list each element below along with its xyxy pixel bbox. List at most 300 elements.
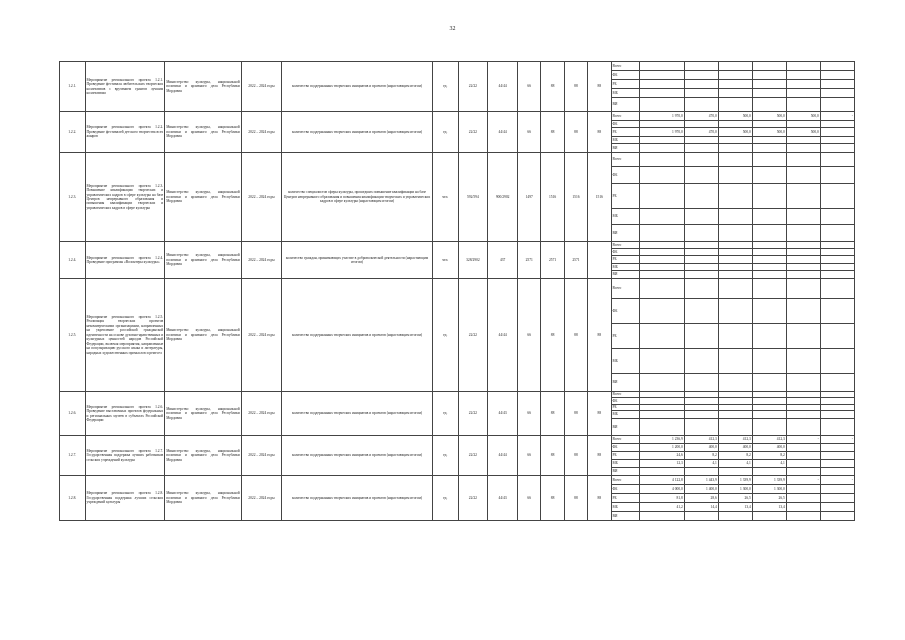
funding-source: ВИ — [611, 144, 640, 153]
indicator-value: 88 — [564, 436, 587, 476]
funding-amount — [786, 184, 820, 209]
item-number: 1.2.2. — [60, 112, 86, 153]
funding-amount — [820, 144, 854, 153]
funding-amount — [786, 419, 820, 436]
funding-amount — [786, 374, 820, 392]
indicator-value: 66 — [518, 436, 541, 476]
period: 2022 – 2024 годы — [241, 242, 281, 279]
funding-source: ФБ — [611, 299, 640, 324]
funding-source: ВИ — [611, 271, 640, 279]
funding-amount — [786, 225, 820, 242]
funding-amount — [640, 121, 685, 128]
funding-source: МБ — [611, 460, 640, 468]
funding-amount — [752, 324, 786, 349]
funding-amount: 412,3 — [718, 436, 752, 444]
funding-amount — [786, 256, 820, 264]
funding-amount: 1 300,0 — [718, 485, 752, 494]
funding-source: МБ — [611, 209, 640, 225]
funding-amount: 1 236,9 — [640, 436, 685, 444]
funding-amount — [820, 411, 854, 419]
table-row — [60, 153, 855, 167]
funding-amount — [752, 299, 786, 324]
funding-amount — [820, 444, 854, 452]
indicator-value: 328/2902 — [458, 242, 488, 279]
funding-amount — [640, 71, 685, 80]
funding-amount — [820, 452, 854, 460]
funding-source: РБ — [611, 494, 640, 503]
funding-amount — [820, 279, 854, 299]
funding-source: ФБ — [611, 121, 640, 128]
funding-amount — [684, 167, 718, 184]
funding-amount — [684, 153, 718, 167]
indicator-value: 437 — [488, 242, 518, 279]
unit: ед. — [433, 436, 459, 476]
period: 2022 – 2024 годы — [241, 392, 281, 436]
funding-amount: 500,0 — [786, 128, 820, 137]
period: 2022 – 2024 годы — [241, 153, 281, 242]
funding-source: ВИ — [611, 225, 640, 242]
funding-amount — [684, 184, 718, 209]
funding-amount — [718, 419, 752, 436]
period: 2022 – 2024 годы — [241, 112, 281, 153]
activity-name: Мероприятие регионального проекта 1.2.1. Проведение фестиваля любительских творческих коллективов с вручением грантов лучшим коллективам — [85, 62, 165, 112]
unit: ед. — [433, 392, 459, 436]
unit: ед. — [433, 476, 459, 521]
funding-source: ФБ — [611, 444, 640, 452]
period: 2022 – 2024 годы — [241, 62, 281, 112]
indicator-value: 88 — [588, 392, 611, 436]
table-row — [60, 436, 855, 444]
unit: чел. — [433, 153, 459, 242]
funding-amount — [786, 153, 820, 167]
funding-amount — [684, 71, 718, 80]
funding-amount — [684, 121, 718, 128]
funding-amount — [640, 89, 685, 98]
indicator-value: 66 — [518, 476, 541, 521]
activity-name: Мероприятие регионального проекта 1.2.5. Реализация творческих проектов некоммерческими организациями, направленных на укрепление российской гражданской идентичности на основе духовно-нравственных и культурных ценностей народов Российской Федерации, включая мероприятия, направленные на популяризацию русского языка и литературы, народных художественных промыслов и ремесел — [85, 279, 165, 392]
funding-source: РБ — [611, 80, 640, 89]
funding-amount — [786, 242, 820, 249]
funding-source: Всего — [611, 476, 640, 485]
funding-amount — [786, 452, 820, 460]
page-number: 32 — [449, 26, 456, 32]
funding-amount — [752, 167, 786, 184]
activity-name: Мероприятие регионального проекта 1.2.2. Проведение фестивалей детского творчества всех жанров — [85, 112, 165, 153]
funding-amount: 13,4 — [752, 503, 786, 512]
indicator-value: 44/44 — [488, 279, 518, 392]
funding-amount — [752, 512, 786, 521]
funding-amount — [718, 184, 752, 209]
funding-amount — [752, 279, 786, 299]
period: 2022 – 2024 годы — [241, 476, 281, 521]
funding-source: ВИ — [611, 419, 640, 436]
indicator-value: 44/44 — [488, 436, 518, 476]
indicator-value: 66 — [518, 112, 541, 153]
funding-source: Всего — [611, 436, 640, 444]
funding-amount — [684, 137, 718, 144]
executor: Министерство культуры, национальной политики и архивного дела Республики Мордовия — [165, 279, 242, 392]
executor: Министерство культуры, национальной политики и архивного дела Республики Мордовия — [165, 153, 242, 242]
funding-amount — [820, 225, 854, 242]
funding-amount — [640, 137, 685, 144]
funding-amount — [786, 503, 820, 512]
indicator-value: 66 — [518, 392, 541, 436]
funding-source: РБ — [611, 184, 640, 209]
indicator: количество поддержанных творческих инициатив и проектов (нарастающим итогом) — [282, 112, 433, 153]
funding-amount — [640, 411, 685, 419]
funding-amount — [786, 71, 820, 80]
funding-source: РБ — [611, 405, 640, 411]
funding-amount — [786, 460, 820, 468]
funding-amount — [640, 279, 685, 299]
funding-amount — [786, 249, 820, 256]
funding-amount — [786, 271, 820, 279]
indicator-value: 88 — [588, 62, 611, 112]
funding-amount — [718, 398, 752, 405]
indicator-value — [588, 242, 611, 279]
funding-amount — [786, 324, 820, 349]
indicator-value: 88 — [541, 476, 564, 521]
funding-amount: 24,6 — [640, 452, 685, 460]
item-number: 1.2.3. — [60, 153, 86, 242]
funding-source: ВИ — [611, 468, 640, 476]
funding-source: МБ — [611, 89, 640, 98]
indicator-value: 88 — [541, 62, 564, 112]
indicator-value: 22/22 — [458, 112, 488, 153]
table-row — [60, 62, 855, 71]
indicator-value: 1516 — [588, 153, 611, 242]
indicator-value: 1497 — [518, 153, 541, 242]
funding-source: Всего — [611, 112, 640, 121]
funding-amount — [640, 225, 685, 242]
funding-amount — [820, 128, 854, 137]
funding-amount: 4,1 — [718, 460, 752, 468]
funding-amount — [820, 209, 854, 225]
funding-amount: 1 200,0 — [640, 444, 685, 452]
activity-name: Мероприятие регионального проекта 1.2.3. Повышение квалификации творческих и управленческих кадров в сфере культуры на базе Центров непрерывного образования и повышения квалификации творческих и управленческих кадров в сфере культуры — [85, 153, 165, 242]
indicator-value: 22/22 — [458, 476, 488, 521]
funding-amount — [718, 71, 752, 80]
funding-amount: 13,4 — [718, 503, 752, 512]
funding-amount: 400,0 — [684, 444, 718, 452]
item-number: 1.2.8. — [60, 476, 86, 521]
period: 2022 – 2024 годы — [241, 436, 281, 476]
unit: ед. — [433, 279, 459, 392]
funding-amount — [640, 419, 685, 436]
funding-amount — [640, 153, 685, 167]
funding-source: ВИ — [611, 512, 640, 521]
funding-amount — [752, 121, 786, 128]
funding-amount — [718, 89, 752, 98]
indicator-value: 2571 — [541, 242, 564, 279]
funding-amount — [684, 242, 718, 249]
indicator: количество поддержанных творческих инициатив и проектов (нарастающим итогом) — [282, 62, 433, 112]
funding-amount — [820, 324, 854, 349]
funding-source: РБ — [611, 256, 640, 264]
funding-amount — [820, 249, 854, 256]
indicator-value: 88 — [588, 279, 611, 392]
funding-source: РБ — [611, 452, 640, 460]
funding-amount — [640, 209, 685, 225]
funding-amount — [820, 80, 854, 89]
funding-amount: - — [786, 476, 820, 485]
funding-source: МБ — [611, 137, 640, 144]
funding-source: МБ — [611, 264, 640, 271]
item-number: 1.2.4. — [60, 242, 86, 279]
funding-amount — [820, 398, 854, 405]
funding-amount — [718, 256, 752, 264]
funding-amount — [640, 324, 685, 349]
funding-amount — [684, 144, 718, 153]
funding-amount: 412,3 — [752, 436, 786, 444]
funding-amount: 412,3 — [684, 436, 718, 444]
funding-amount — [752, 256, 786, 264]
funding-amount — [718, 144, 752, 153]
item-number: 1.2.1. — [60, 62, 86, 112]
funding-amount — [820, 460, 854, 468]
funding-amount: - — [820, 476, 854, 485]
funding-amount — [718, 249, 752, 256]
funding-amount — [820, 137, 854, 144]
table-row — [60, 242, 855, 249]
funding-amount — [718, 98, 752, 112]
funding-source: МБ — [611, 411, 640, 419]
activity-name: Мероприятие регионального проекта 1.2.8. Государственная поддержка лучших сельских учреждений культуры — [85, 476, 165, 521]
funding-amount — [820, 264, 854, 271]
indicator-value: 44/44 — [488, 62, 518, 112]
funding-amount — [820, 71, 854, 80]
funding-amount — [786, 264, 820, 271]
funding-amount — [820, 184, 854, 209]
funding-amount: 1 300,0 — [752, 485, 786, 494]
funding-amount — [820, 62, 854, 71]
funding-amount — [820, 512, 854, 521]
funding-amount: 14,4 — [684, 503, 718, 512]
funding-source: Всего — [611, 62, 640, 71]
funding-amount — [752, 137, 786, 144]
funding-source: ФБ — [611, 249, 640, 256]
funding-amount — [786, 121, 820, 128]
indicator: количество поддержанных творческих инициатив и проектов (нарастающим итогом) — [282, 392, 433, 436]
funding-amount — [820, 299, 854, 324]
funding-amount — [684, 299, 718, 324]
funding-amount: 26,5 — [718, 494, 752, 503]
funding-source: ФБ — [611, 485, 640, 494]
funding-amount: 1 970,0 — [640, 128, 685, 137]
funding-amount — [640, 184, 685, 209]
funding-amount — [684, 468, 718, 476]
funding-amount: 470,0 — [684, 112, 718, 121]
funding-amount — [640, 242, 685, 249]
funding-amount — [684, 89, 718, 98]
funding-source: ФБ — [611, 71, 640, 80]
funding-amount — [718, 279, 752, 299]
executor: Министерство культуры, национальной политики и архивного дела Республики Мордовия — [165, 436, 242, 476]
funding-source: ВИ — [611, 374, 640, 392]
funding-amount: 500,0 — [786, 112, 820, 121]
funding-amount — [684, 98, 718, 112]
funding-amount — [820, 349, 854, 374]
funding-amount — [786, 468, 820, 476]
funding-amount — [684, 411, 718, 419]
funding-amount — [820, 419, 854, 436]
indicator-value: 88 — [564, 62, 587, 112]
activity-name: Мероприятие регионального проекта 1.2.7. Государственная поддержка лучших работников сельских учреждений культуры — [85, 436, 165, 476]
funding-amount — [684, 349, 718, 374]
funding-amount: 4 000,0 — [640, 485, 685, 494]
funding-amount — [718, 512, 752, 521]
unit: ед. — [433, 62, 459, 112]
funding-amount — [752, 80, 786, 89]
funding-amount: - — [820, 436, 854, 444]
funding-amount: 8,2 — [752, 452, 786, 460]
indicator-value: 2571 — [518, 242, 541, 279]
funding-amount — [820, 271, 854, 279]
funding-amount — [786, 398, 820, 405]
funding-source: Всего — [611, 242, 640, 249]
unit: ед. — [433, 112, 459, 153]
funding-source: Всего — [611, 153, 640, 167]
funding-amount — [718, 324, 752, 349]
funding-source: МБ — [611, 349, 640, 374]
funding-amount — [752, 184, 786, 209]
indicator-value: 22/22 — [458, 62, 488, 112]
funding-amount — [786, 349, 820, 374]
funding-amount — [752, 62, 786, 71]
funding-amount — [820, 98, 854, 112]
indicator-value: 88 — [588, 112, 611, 153]
indicator-value: 88 — [541, 392, 564, 436]
funding-amount — [718, 271, 752, 279]
executor: Министерство культуры, национальной политики и архивного дела Республики Мордовия — [165, 242, 242, 279]
funding-amount — [718, 299, 752, 324]
funding-amount: 500,0 — [718, 112, 752, 121]
indicator-value: 88 — [564, 392, 587, 436]
item-number: 1.2.6. — [60, 392, 86, 436]
funding-amount — [718, 264, 752, 271]
funding-amount — [640, 98, 685, 112]
funding-amount — [718, 62, 752, 71]
funding-amount — [786, 209, 820, 225]
funding-amount — [786, 411, 820, 419]
funding-amount — [820, 374, 854, 392]
indicator-value: 22/22 — [458, 436, 488, 476]
funding-amount: 400,0 — [718, 444, 752, 452]
funding-amount: 1 400,0 — [684, 485, 718, 494]
funding-amount: 500,0 — [752, 128, 786, 137]
funding-amount — [684, 256, 718, 264]
funding-amount — [786, 512, 820, 521]
funding-amount — [684, 512, 718, 521]
indicator-value: 900/2902 — [488, 153, 518, 242]
funding-amount: 470,0 — [684, 128, 718, 137]
funding-amount — [684, 62, 718, 71]
funding-amount — [752, 349, 786, 374]
funding-amount — [786, 137, 820, 144]
funding-amount — [786, 80, 820, 89]
funding-amount — [752, 242, 786, 249]
funding-amount — [718, 411, 752, 419]
funding-amount: 1 339,9 — [718, 476, 752, 485]
funding-amount — [752, 271, 786, 279]
funding-amount — [718, 209, 752, 225]
funding-amount — [718, 121, 752, 128]
funding-amount — [786, 98, 820, 112]
funding-amount — [786, 62, 820, 71]
funding-amount — [640, 264, 685, 271]
funding-amount — [786, 279, 820, 299]
funding-amount: 1 339,9 — [752, 476, 786, 485]
indicator-value: 2571 — [564, 242, 587, 279]
indicator-value: 44/44 — [488, 112, 518, 153]
indicator-value: 44/43 — [488, 476, 518, 521]
period: 2022 – 2024 годы — [241, 279, 281, 392]
funding-amount: 81,8 — [640, 494, 685, 503]
indicator: количество поддержанных творческих инициатив и проектов (нарастающим итогом) — [282, 436, 433, 476]
funding-amount — [752, 71, 786, 80]
funding-amount — [820, 256, 854, 264]
indicator: количество поддержанных творческих инициатив и проектов (нарастающим итогом) — [282, 279, 433, 392]
indicator-value: 592/594 — [458, 153, 488, 242]
funding-amount — [718, 468, 752, 476]
funding-amount: 26,5 — [752, 494, 786, 503]
table-row — [60, 279, 855, 299]
indicator: количество поддержанных творческих инициатив и проектов (нарастающим итогом) — [282, 476, 433, 521]
indicator-value: 88 — [541, 279, 564, 392]
funding-amount: 500,0 — [718, 128, 752, 137]
indicator-value: 88 — [588, 436, 611, 476]
funding-amount: 28,6 — [684, 494, 718, 503]
funding-amount: 1 443,9 — [684, 476, 718, 485]
funding-amount — [684, 249, 718, 256]
funding-amount — [640, 271, 685, 279]
indicator-value: 88 — [564, 112, 587, 153]
funding-source: Всего — [611, 392, 640, 398]
funding-amount: 1 970,0 — [640, 112, 685, 121]
funding-amount — [718, 167, 752, 184]
funding-amount: 500,0 — [752, 112, 786, 121]
indicator-value: 88 — [564, 279, 587, 392]
funding-amount — [786, 167, 820, 184]
funding-amount — [786, 299, 820, 324]
funding-source: Всего — [611, 279, 640, 299]
funding-amount — [718, 349, 752, 374]
funding-amount — [752, 144, 786, 153]
funding-amount — [718, 137, 752, 144]
indicator-value: 88 — [588, 476, 611, 521]
funding-amount — [640, 144, 685, 153]
funding-amount — [718, 80, 752, 89]
funding-amount: 8,2 — [684, 452, 718, 460]
indicator-value: 66 — [518, 279, 541, 392]
funding-amount — [684, 324, 718, 349]
item-number: 1.2.7. — [60, 436, 86, 476]
funding-amount — [684, 279, 718, 299]
funding-amount — [752, 225, 786, 242]
funding-amount — [786, 89, 820, 98]
funding-amount — [640, 512, 685, 521]
funding-source: РБ — [611, 128, 640, 137]
funding-source: ВИ — [611, 98, 640, 112]
funding-source: РБ — [611, 324, 640, 349]
funding-amount — [820, 494, 854, 503]
funding-amount — [640, 256, 685, 264]
funding-amount — [752, 249, 786, 256]
funding-amount — [640, 62, 685, 71]
funding-amount — [820, 485, 854, 494]
funding-amount — [786, 144, 820, 153]
funding-amount: - — [820, 112, 854, 121]
